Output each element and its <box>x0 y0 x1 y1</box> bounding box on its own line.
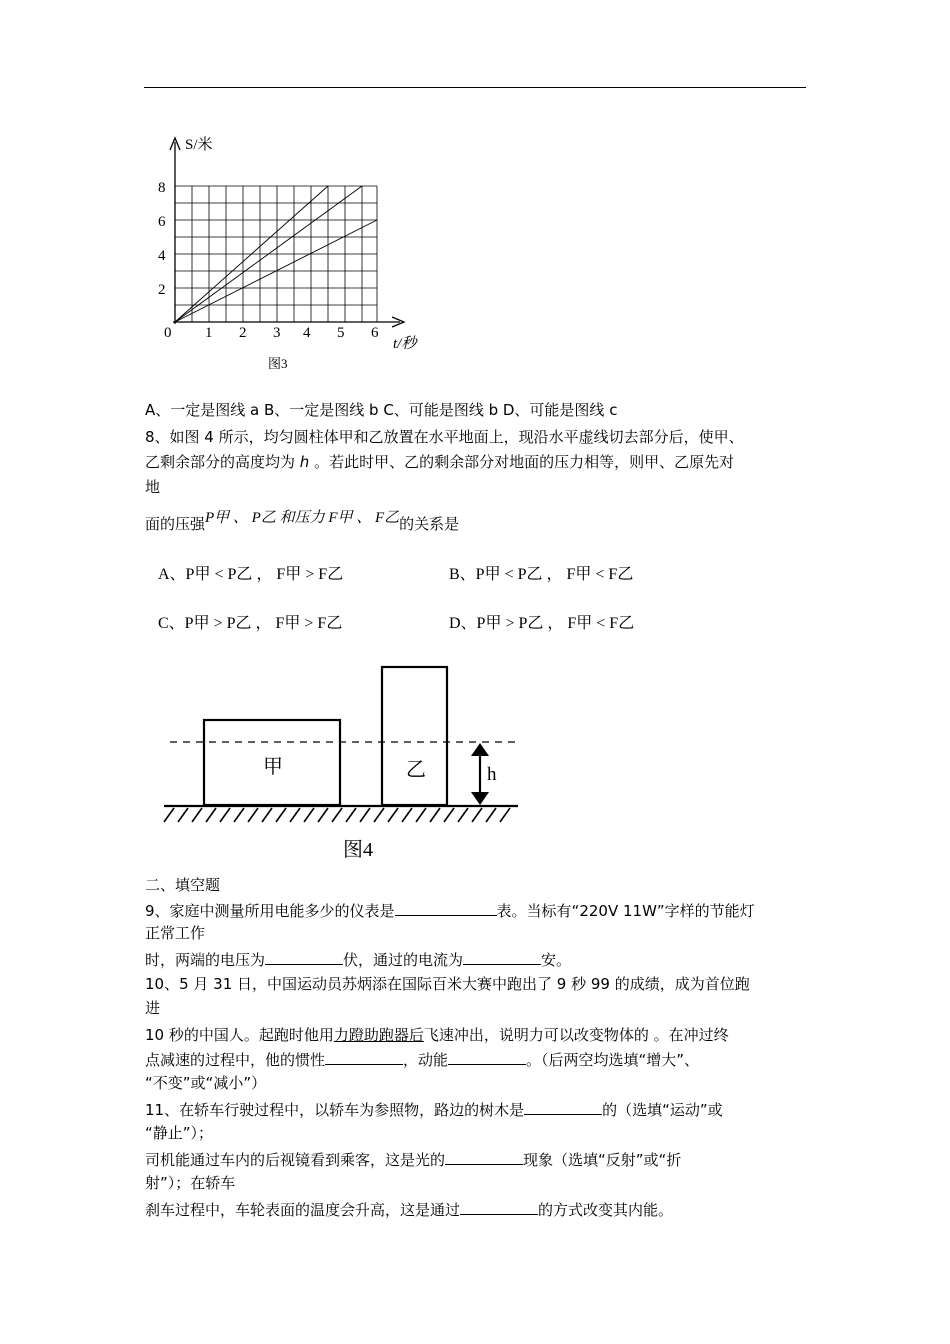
answer-blank[interactable] <box>524 1098 602 1115</box>
q11-line-4: 射”）；在轿车 <box>145 1174 236 1192</box>
q8-symbols: P甲 、 P乙 和压力 F甲 、 F乙 <box>205 510 400 526</box>
answer-blank[interactable] <box>460 1198 538 1215</box>
q8-line-3: 地 <box>145 478 161 496</box>
q10-text: ，动能 <box>403 1051 449 1069</box>
y-tick: 8 <box>158 180 166 196</box>
x-tick: 0 <box>164 325 172 341</box>
q10-text: 10 秒的中国人。起跑时他用 <box>145 1026 334 1044</box>
answer-blank[interactable] <box>325 1048 403 1065</box>
q11-line-3 <box>145 1148 681 1171</box>
section-2-heading: 二、填空题 <box>145 876 221 894</box>
q8-line-1: 8、如图 4 所示，均匀圆柱体甲和乙放置在水平地面上，现沿水平虚线切去部分后，使甲、 <box>145 428 744 446</box>
q9-text: 伏，通过的电流为 <box>343 951 464 969</box>
x-tick: 2 <box>239 325 247 341</box>
q9-text: 时，两端的电压为 <box>145 951 266 969</box>
q8-text: 面的压强 <box>145 515 206 533</box>
label-h: h <box>487 764 497 785</box>
y-tick: 4 <box>158 248 166 264</box>
q11-line-1 <box>145 1098 723 1121</box>
q9-text: 表。当标有“220V 11W”字样的节能灯 <box>496 902 755 920</box>
label-yi: 乙 <box>406 759 426 781</box>
q8-h-symbol: h <box>299 453 310 471</box>
q8-text: 乙剩余部分的高度均为 <box>145 453 300 471</box>
axes <box>170 138 404 327</box>
q9-text: 9、家庭中测量所用电能多少的仪表是 <box>145 902 395 920</box>
q11-line-2: “静止”）； <box>145 1124 214 1142</box>
label-jia: 甲 <box>263 756 283 778</box>
header-rule <box>144 87 806 88</box>
grid <box>175 186 377 322</box>
y-tick: 6 <box>158 214 166 230</box>
q8-option-d: D、P甲 > P乙 ， F甲 < F乙 <box>449 615 635 632</box>
x-tick: 3 <box>273 325 281 341</box>
q10-line-3 <box>145 1024 729 1046</box>
q8-option-a: A、P甲 < P乙 ， F甲 > F乙 <box>158 566 344 583</box>
figure-3-caption: 图3 <box>268 356 288 371</box>
y-axis-label: S/米 <box>185 137 213 153</box>
q10-text: 。（后两空均选填“增大”、 <box>526 1051 700 1069</box>
figure-3-graph <box>150 128 440 378</box>
q11-text: 刹车过程中，车轮表面的温度会升高，这是通过 <box>145 1201 461 1219</box>
q10-line-1: 10、5 月 31 日，中国运动员苏炳添在国际百米大赛中跑出了 9 秒 99 的成绩，成为首位跑 <box>145 975 750 993</box>
x-tick: 1 <box>205 325 213 341</box>
answer-blank[interactable] <box>445 1148 523 1165</box>
q11-text: 司机能通过车内的后视镜看到乘客，这是光的 <box>145 1151 446 1169</box>
q8-option-c: C、P甲 > P乙 ， F甲 > F乙 <box>158 615 343 632</box>
q8-option-b: B、P甲 < P乙 ， F甲 < F乙 <box>449 566 634 583</box>
q8-text: 。若此时甲、乙的剩余部分对地面的压力相等，则甲、乙原先对 <box>309 453 735 471</box>
answer-blank[interactable] <box>395 899 497 916</box>
x-tick: 5 <box>337 325 345 341</box>
q9-line-1 <box>145 899 755 922</box>
q9-line-3 <box>145 948 571 971</box>
q11-line-5 <box>145 1198 673 1221</box>
q11-text: 现象（选填“反射”或“折 <box>523 1151 682 1169</box>
q8-line-2 <box>145 451 734 473</box>
q9-text: 安。 <box>541 951 572 969</box>
x-tick: 6 <box>371 325 379 341</box>
q8-line-4 <box>145 510 460 536</box>
figure-4-caption: 图4 <box>343 839 373 861</box>
y-tick: 2 <box>158 282 166 298</box>
q11-text: 11、在轿车行驶过程中，以轿车为参照物，路边的树木是 <box>145 1101 525 1119</box>
x-axis-label: t/秒 <box>393 336 417 352</box>
q7-options: A、一定是图线 a B、一定是图线 b C、可能是图线 b D、可能是图线 c <box>145 401 618 419</box>
q9-line-2: 正常工作 <box>145 924 206 942</box>
q10-line-4 <box>145 1048 699 1071</box>
q10-line-2: 进 <box>145 999 161 1017</box>
cylinder-yi <box>382 667 447 805</box>
q11-text: 的（选填“运动”或 <box>602 1101 723 1119</box>
answer-blank[interactable] <box>463 948 541 965</box>
q10-underlined-text: 力蹬助跑器后 <box>333 1026 424 1044</box>
figure-4-diagram <box>160 660 530 865</box>
answer-blank[interactable] <box>448 1048 526 1065</box>
q11-text: 的方式改变其内能。 <box>538 1201 674 1219</box>
answer-blank[interactable] <box>265 948 343 965</box>
q10-line-5: “不变”或“减小”） <box>145 1074 267 1092</box>
q10-text: 飞速冲出，说明力可以改变物体的 。在冲过终 <box>423 1026 729 1044</box>
q8-text: 的关系是 <box>399 515 460 533</box>
ground-hatching <box>164 808 510 822</box>
q10-text: 点减速的过程中，他的惯性 <box>145 1051 326 1069</box>
x-tick: 4 <box>303 325 311 341</box>
